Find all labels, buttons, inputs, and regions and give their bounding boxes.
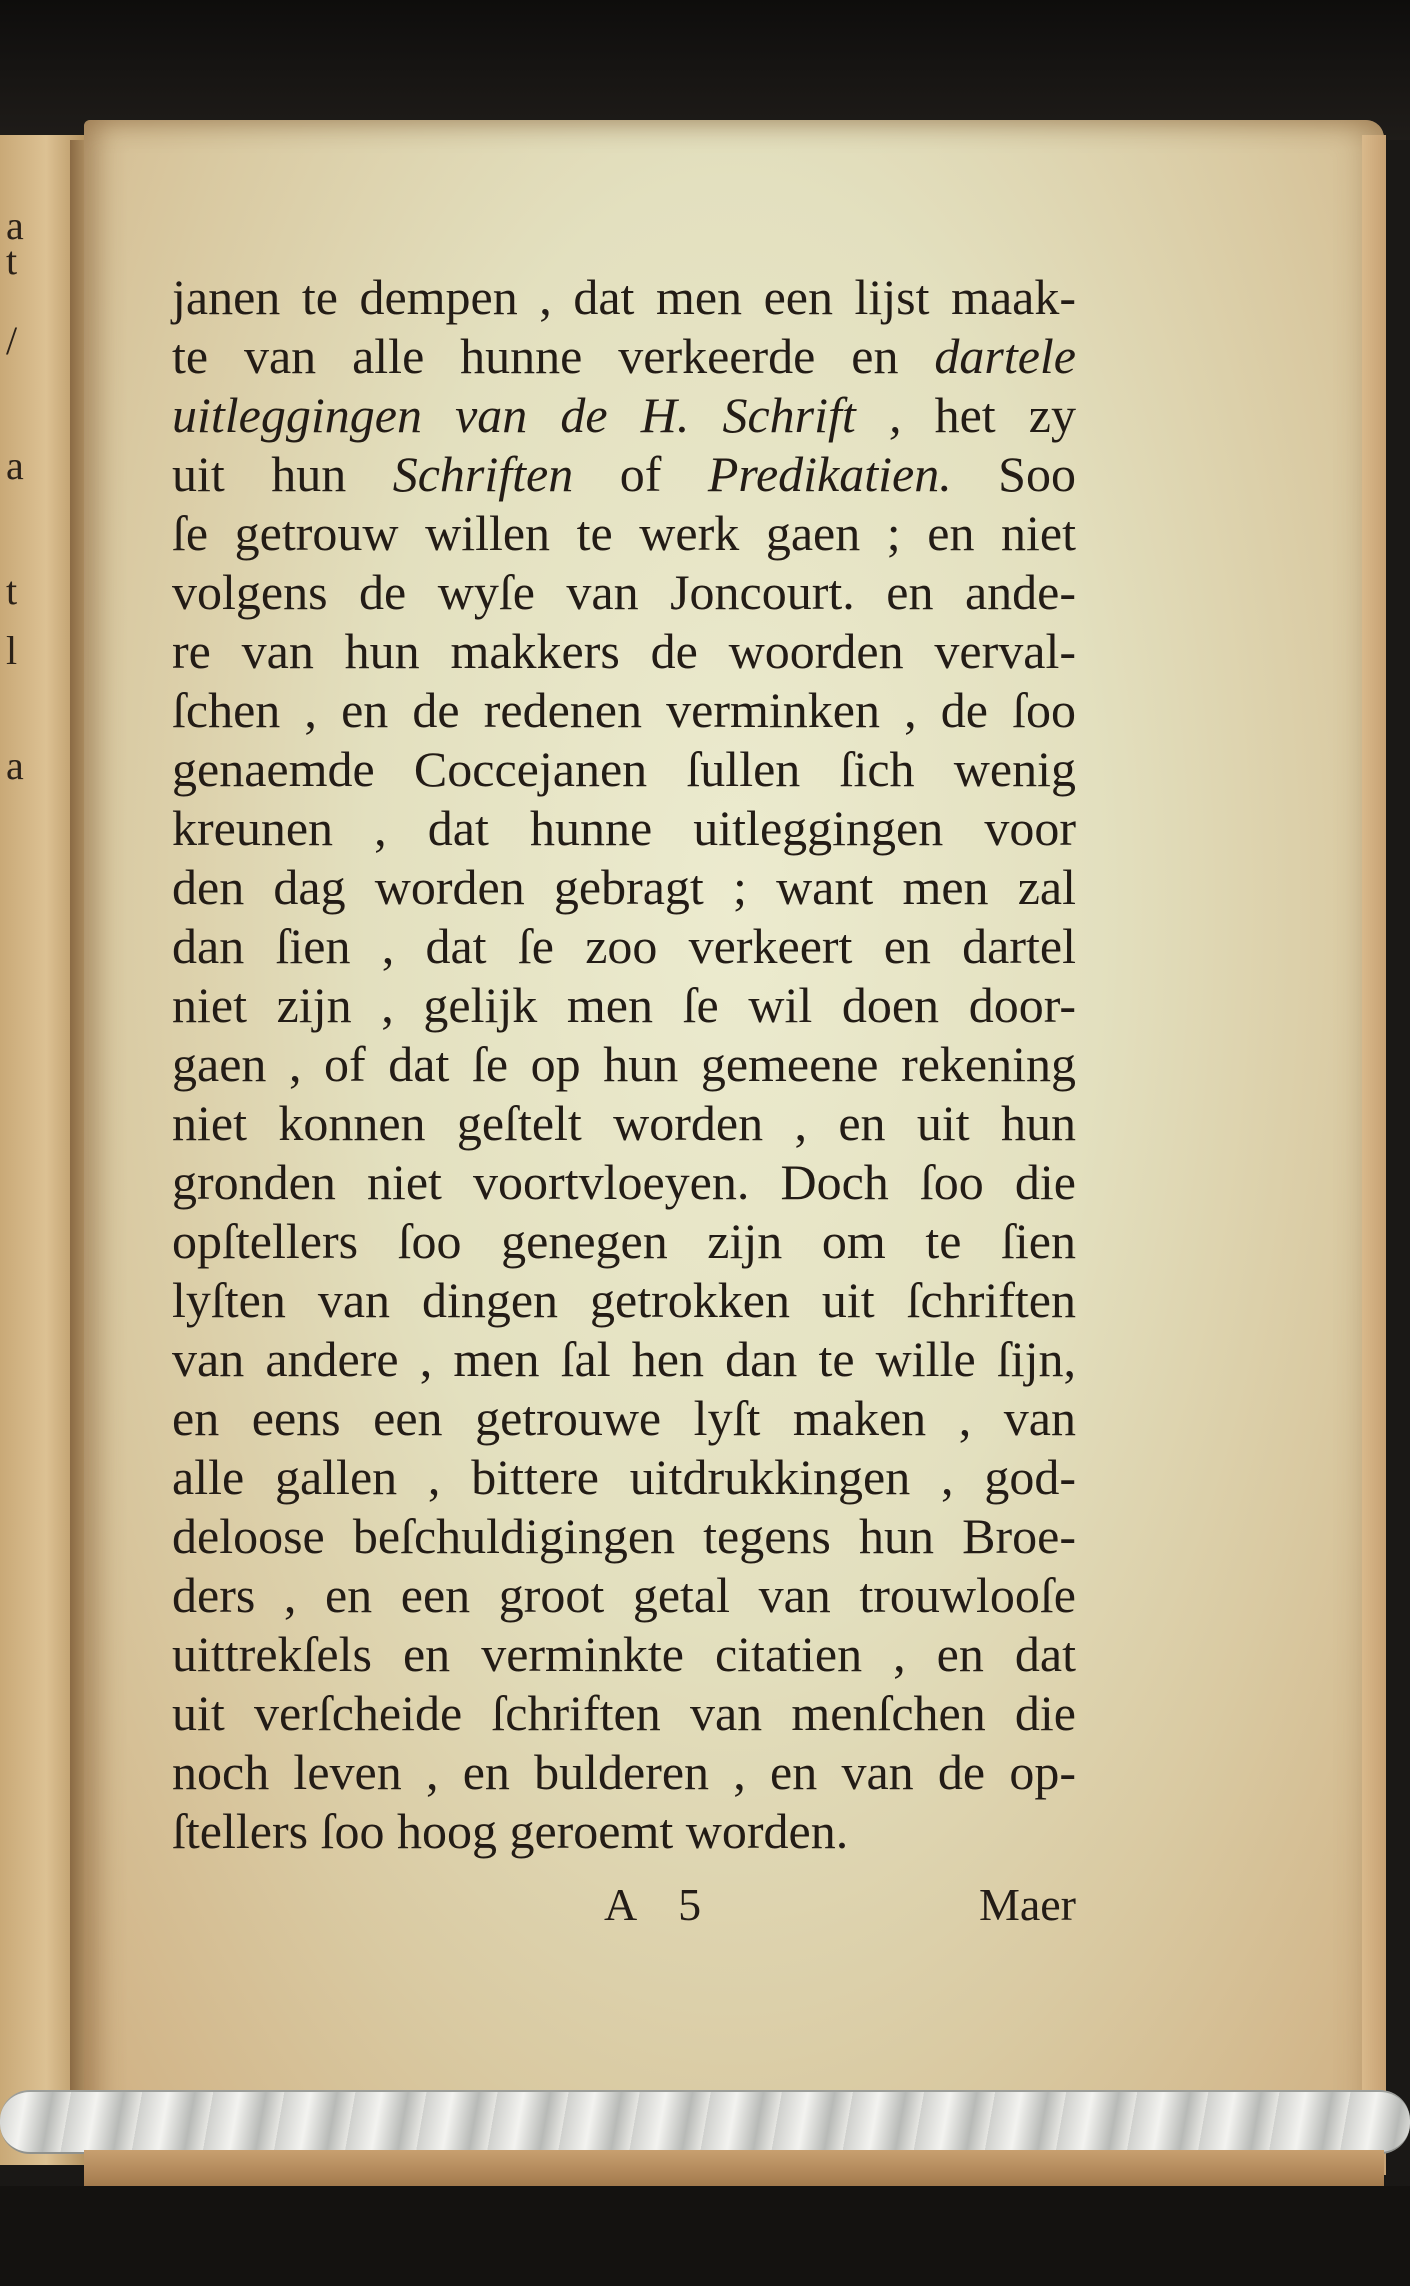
background-top (0, 0, 1410, 140)
left-page-fragment: a (6, 203, 24, 248)
ribbon-bookmark (0, 2090, 1410, 2154)
catchword: Maer (978, 1879, 1076, 1930)
left-page-fragment: a (6, 743, 24, 788)
text-line (172, 917, 1076, 976)
text-segment: of (573, 446, 708, 502)
italic-text: dartele (934, 328, 1076, 384)
italic-text: Predikatien. (707, 446, 952, 502)
text-line (172, 327, 1076, 386)
text-segment: uit verſcheide ſchriften van menſchen die (172, 1685, 1076, 1741)
text-line (172, 1389, 1076, 1448)
text-segment: gaen , of dat ſe op hun gemeene rekening (172, 1036, 1076, 1092)
text-segment: ſe getrouw willen te werk gaen ; en niet (172, 505, 1076, 561)
text-segment: niet konnen geſtelt worden , en uit hun (172, 1095, 1076, 1151)
text-line (172, 1448, 1076, 1507)
text-segment: opſtellers ſoo genegen zijn om te ſien (172, 1213, 1076, 1269)
text-line (172, 386, 1076, 445)
left-page-fragment: a (6, 443, 24, 488)
page-bottom-edge (84, 2150, 1384, 2186)
italic-text: Schriften (392, 446, 574, 502)
text-segment: genaemde Coccejanen ſullen ſich wenig (172, 741, 1076, 797)
text-line (172, 1094, 1076, 1153)
text-segment: ders , en een groot getal van trouwlooſe (172, 1567, 1076, 1623)
text-segment: uit hun (172, 446, 393, 502)
text-segment: noch leven , en bulderen , en van de op- (172, 1744, 1076, 1800)
text-segment: ſtellers ſoo hoog geroemt worden. (172, 1803, 849, 1859)
left-page-fragment: t (6, 568, 18, 613)
text-segment: kreunen , dat hunne uitleggingen voor (172, 800, 1076, 856)
left-page-fragment: l (6, 628, 18, 673)
text-line (172, 563, 1076, 622)
text-line (172, 445, 1076, 504)
text-line (172, 1212, 1076, 1271)
page-text (172, 268, 1076, 1861)
text-segment: van andere , men ſal hen dan te wille ſijn, (172, 1331, 1076, 1387)
left-page-fragment: t (6, 238, 18, 283)
text-segment: re van hun makkers de woorden verval- (172, 623, 1076, 679)
text-line (172, 1035, 1076, 1094)
text-line (172, 1802, 1076, 1861)
text-line (172, 504, 1076, 563)
page-fore-edge (1362, 135, 1386, 2175)
text-segment: deloose beſchuldigingen tegens hun Broe- (172, 1508, 1076, 1564)
text-line (172, 976, 1076, 1035)
text-line (172, 799, 1076, 858)
text-segment: te van alle hunne verkeerde en (172, 328, 935, 384)
text-line (172, 1153, 1076, 1212)
signature-mark: A 5 (604, 1879, 718, 1930)
text-line (172, 740, 1076, 799)
text-line (172, 268, 1076, 327)
text-line (172, 1271, 1076, 1330)
text-segment: niet zijn , gelijk men ſe wil doen door- (172, 977, 1076, 1033)
text-line (172, 1684, 1076, 1743)
text-segment: en eens een getrouwe lyſt maken , van (172, 1390, 1076, 1446)
text-segment: gronden niet voortvloeyen. Doch ſoo die (172, 1154, 1076, 1210)
italic-text: uitleggingen van de H. Schrift , (172, 387, 902, 443)
text-segment: alle gallen , bittere uitdrukkingen , god- (172, 1449, 1076, 1505)
text-segment: den dag worden gebragt ; want men zal (172, 859, 1076, 915)
text-line (172, 1625, 1076, 1684)
text-line (172, 622, 1076, 681)
left-page-fragment: / (6, 318, 18, 363)
text-line (172, 1330, 1076, 1389)
text-line (172, 1507, 1076, 1566)
text-segment: uittrekſels en verminkte citatien , en dat (172, 1626, 1076, 1682)
text-line (172, 1566, 1076, 1625)
text-segment: ſchen , en de redenen verminken , de ſoo (172, 682, 1076, 738)
background-bottom (0, 2186, 1410, 2286)
text-line (172, 681, 1076, 740)
text-line (172, 858, 1076, 917)
text-segment: dan ſien , dat ſe zoo verkeert en dartel (172, 918, 1076, 974)
text-segment: janen te dempen , dat men een lijst maak- (172, 269, 1076, 325)
text-segment: Soo (951, 446, 1076, 502)
text-segment: het zy (901, 387, 1076, 443)
page-footer (172, 1878, 1076, 1934)
text-line (172, 1743, 1076, 1802)
text-segment: lyſten van dingen getrokken uit ſchriften (172, 1272, 1076, 1328)
text-segment: volgens de wyſe van Joncourt. en ande- (172, 564, 1076, 620)
